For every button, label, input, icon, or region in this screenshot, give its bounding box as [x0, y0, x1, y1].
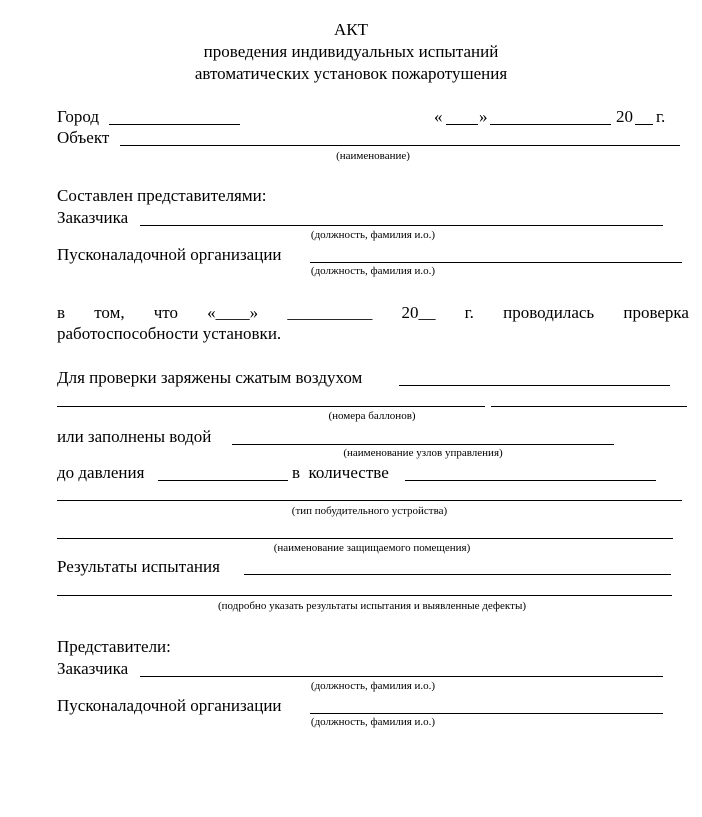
statement-word: проверка [623, 303, 689, 322]
representatives-commissioning-field[interactable] [310, 713, 663, 714]
cylinders-hint: (номера баллонов) [328, 410, 416, 422]
month-field[interactable] [490, 124, 611, 125]
cylinders-field-1[interactable] [57, 406, 485, 407]
representatives-commissioning-hint: (должность, фамилия и.о.) [310, 716, 436, 728]
results-label: Результаты испытания [57, 557, 220, 576]
representatives-customer-field[interactable] [140, 676, 663, 677]
day-field[interactable] [446, 124, 478, 125]
object-label: Объект [57, 128, 110, 147]
statement-line2: работоспособности установки. [57, 324, 282, 343]
statement-month-field[interactable]: __________ [287, 303, 373, 322]
object-hint: (наименование) [336, 150, 410, 162]
results-field-2[interactable] [57, 595, 672, 596]
city-label: Город [57, 107, 99, 126]
statement-word: том, [94, 303, 125, 322]
results-hint: (подробно указать результаты испытания и выявленные дефекты) [218, 600, 526, 612]
composed-commissioning-hint: (должность, фамилия и.о.) [310, 265, 436, 277]
statement-word: г. [464, 303, 474, 322]
statement-word: что [153, 303, 178, 322]
air-label: Для проверки заряжены сжатым воздухом [57, 368, 363, 387]
results-field-1[interactable] [244, 574, 671, 575]
date-open-quote: « [434, 107, 443, 126]
date-close-quote: » [479, 107, 488, 126]
composed-heading: Составлен представителями: [57, 186, 267, 205]
object-field[interactable] [120, 145, 680, 146]
water-field[interactable] [232, 444, 614, 445]
pressure-label: до давления [57, 463, 145, 482]
room-hint: (наименование защищаемого помещения) [273, 542, 471, 554]
statement-word: в [57, 303, 66, 322]
year-suffix: г. [656, 107, 666, 126]
pressure-field[interactable] [158, 480, 288, 481]
statement-year-field[interactable]: 20__ [401, 303, 436, 322]
document-subtitle-line1: проведения индивидуальных испытаний [203, 42, 499, 61]
composed-customer-label: Заказчика [57, 208, 129, 227]
document-title: АКТ [334, 20, 368, 39]
trigger-hint: (тип побудительного устройства) [291, 505, 448, 517]
composed-commissioning-label: Пусконаладочной организации [57, 245, 282, 264]
representatives-customer-hint: (должность, фамилия и.о.) [310, 680, 436, 692]
quantity-label: в количестве [292, 463, 389, 482]
statement-line1 [57, 303, 689, 323]
water-label: или заполнены водой [57, 427, 212, 446]
representatives-commissioning-label: Пусконаладочной организации [57, 696, 282, 715]
trigger-field[interactable] [57, 500, 682, 501]
year-prefix: 20 [616, 107, 633, 126]
representatives-customer-label: Заказчика [57, 659, 129, 678]
quantity-field[interactable] [405, 480, 656, 481]
air-field[interactable] [399, 385, 670, 386]
composed-commissioning-field[interactable] [310, 262, 682, 263]
representatives-heading: Представители: [57, 637, 171, 656]
statement-word: проводилась [503, 303, 595, 322]
composed-customer-hint: (должность, фамилия и.о.) [310, 229, 436, 241]
year-field[interactable] [635, 124, 653, 125]
document-subtitle-line2: автоматических установок пожаротушения [194, 64, 508, 83]
composed-customer-field[interactable] [140, 225, 663, 226]
city-field[interactable] [109, 124, 240, 125]
cylinders-field-2[interactable] [491, 406, 687, 407]
room-field[interactable] [57, 538, 673, 539]
statement-day-field[interactable]: «____» [207, 303, 259, 322]
water-hint: (наименование узлов управления) [343, 447, 503, 459]
